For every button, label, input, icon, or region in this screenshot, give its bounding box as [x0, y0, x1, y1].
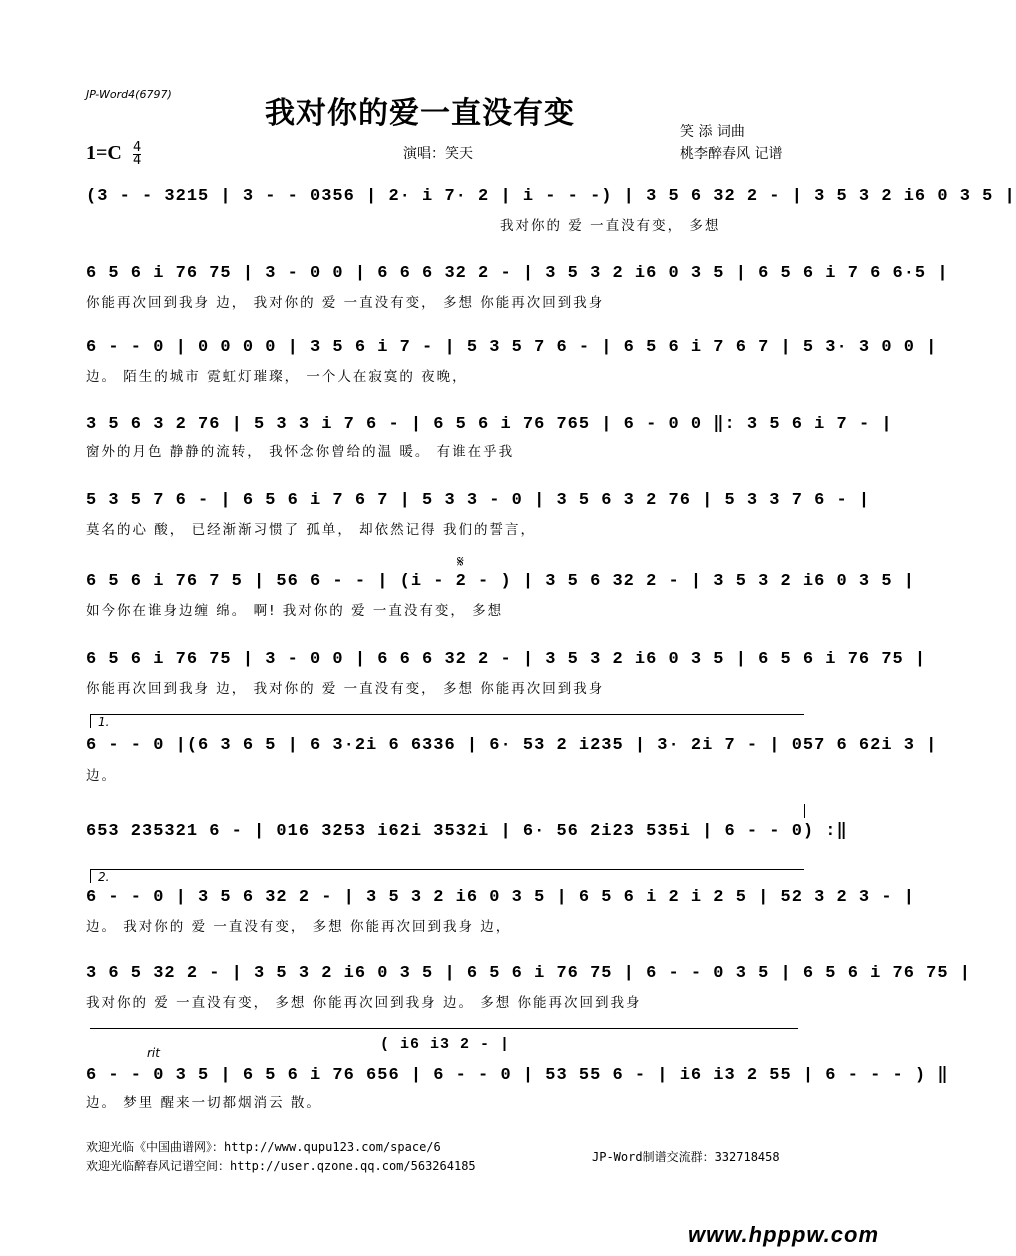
- key-label: 1=C: [86, 142, 122, 164]
- score-row-9: 653 235321 6 - | 016 3253 i62i 3532i | 6· 56 2i23 535i | 6 - - 0) :‖: [86, 822, 848, 841]
- credit-transcriber: 桃李醉春风 记谱: [680, 146, 783, 162]
- volta-1-end-hook: [804, 804, 805, 818]
- score-row-2: 6 5 6 i 76 75 | 3 - 0 0 | 6 6 6 32 2 - | 3 5 3 2 i6 0 3 5 | 6 5 6 i 7 6 6·5 |: [86, 264, 949, 283]
- lyric-row-1: 我对你的 爱 一直没有变， 多想: [500, 218, 721, 234]
- lyric-row-8: 边。: [86, 768, 117, 784]
- footer-line-1: 欢迎光临《中国曲谱网》：http://www.qupu123.com/space/6: [86, 1140, 441, 1154]
- segno-mark: 𝄋: [457, 552, 464, 571]
- key-signature: [86, 142, 141, 167]
- software-label: JP-Word4(6797): [86, 88, 172, 101]
- lyric-row-6: 如今你在谁身边缠 绵。 啊! 我对你的 爱 一直没有变， 多想: [86, 603, 504, 619]
- score-row-12: 6 - - 0 3 5 | 6 5 6 i 76 656 | 6 - - 0 | 53 55 6 - | i6 i3 2 55 | 6 - - - ) ‖: [86, 1066, 949, 1085]
- page-title: 我对你的爱一直没有变: [265, 96, 575, 131]
- coda-line: [90, 1028, 798, 1029]
- alt-bracket: ( i6 i3 2 - |: [380, 1036, 511, 1053]
- lyric-row-12: 边。 梦里 醒来一切都烟消云 散。: [86, 1095, 322, 1111]
- volta-1-hook: [90, 714, 91, 728]
- footer-group: JP-Word制谱交流群：332718458: [592, 1150, 780, 1164]
- score-row-8: 6 - - 0 |(6 3 6 5 | 6 3·2i 6 6336 | 6· 53 2 i235 | 3· 2i 7 - | 057 6 62i 3 |: [86, 736, 938, 755]
- watermark: www.hpppw.com: [688, 1222, 880, 1247]
- volta-1-line: [90, 714, 804, 715]
- score-row-7: 6 5 6 i 76 75 | 3 - 0 0 | 6 6 6 32 2 - | 3 5 3 2 i6 0 3 5 | 6 5 6 i 76 75 |: [86, 650, 927, 669]
- score-row-11: 3 6 5 32 2 - | 3 5 3 2 i6 0 3 5 | 6 5 6 i 76 75 | 6 - - 0 3 5 | 6 5 6 i 76 75 |: [86, 964, 971, 983]
- lyric-row-11: 我对你的 爱 一直没有变， 多想 你能再次回到我身 边。 多想 你能再次回到我身: [86, 995, 642, 1011]
- credit-lyrics: 笑 添 词曲: [680, 124, 745, 140]
- score-row-4: 3 5 6 3 2 76 | 5 3 3 i 7 6 - | 6 5 6 i 76 765 | 6 - 0 0 ‖: 3 5 6 i 7 - |: [86, 415, 893, 434]
- score-row-5: 5 3 5 7 6 - | 6 5 6 i 7 6 7 | 5 3 3 - 0 | 3 5 6 3 2 76 | 5 3 3 7 6 - |: [86, 491, 871, 510]
- score-row-3: 6 - - 0 | 0 0 0 0 | 3 5 6 i 7 - | 5 3 5 7 6 - | 6 5 6 i 7 6 7 | 5 3· 3 0 0 |: [86, 338, 938, 357]
- lyric-row-3: 边。 陌生的城市 霓虹灯璀璨， 一个人在寂寞的 夜晚，: [86, 369, 468, 385]
- lyric-row-5: 莫名的心 酸， 已经渐渐习惯了 孤单， 却依然记得 我们的誓言，: [86, 522, 536, 538]
- lyric-row-10: 边。 我对你的 爱 一直没有变， 多想 你能再次回到我身 边，: [86, 919, 512, 935]
- lyric-row-2: 你能再次回到我身 边， 我对你的 爱 一直没有变， 多想 你能再次回到我身: [86, 295, 605, 311]
- score-row-10: 6 - - 0 | 3 5 6 32 2 - | 3 5 3 2 i6 0 3 5 | 6 5 6 i 2 i 2 5 | 52 3 2 3 - |: [86, 888, 915, 907]
- time-signature: [133, 142, 141, 167]
- score-row-1: (3 - - 3215 | 3 - - 0356 | 2· i 7· 2 | i - - -) | 3 5 6 32 2 - | 3 5 3 2 i6 0 3 5 |: [86, 187, 1016, 206]
- time-top: 4: [132, 140, 142, 155]
- score-row-6: 6 5 6 i 76 7 5 | 56 6 - - | (i - 2 - ) | 3 5 6 32 2 - | 3 5 3 2 i6 0 3 5 |: [86, 572, 915, 591]
- time-bottom: 4: [132, 153, 142, 168]
- volta-1-label: 1.: [98, 715, 110, 729]
- lyric-row-7: 你能再次回到我身 边， 我对你的 爱 一直没有变， 多想 你能再次回到我身: [86, 681, 605, 697]
- volta-2-label: 2.: [98, 870, 110, 884]
- volta-2-hook: [90, 869, 91, 883]
- rit-mark: rit: [147, 1046, 160, 1060]
- singer-label: 演唱：笑天: [403, 146, 473, 162]
- footer-line-2: 欢迎光临醉春风记谱空间：http://user.qzone.qq.com/563264185: [86, 1159, 476, 1173]
- lyric-row-4: 窗外的月色 静静的流转， 我怀念你曾给的温 暖。 有谁在乎我: [86, 444, 515, 460]
- volta-2-line: [90, 869, 804, 870]
